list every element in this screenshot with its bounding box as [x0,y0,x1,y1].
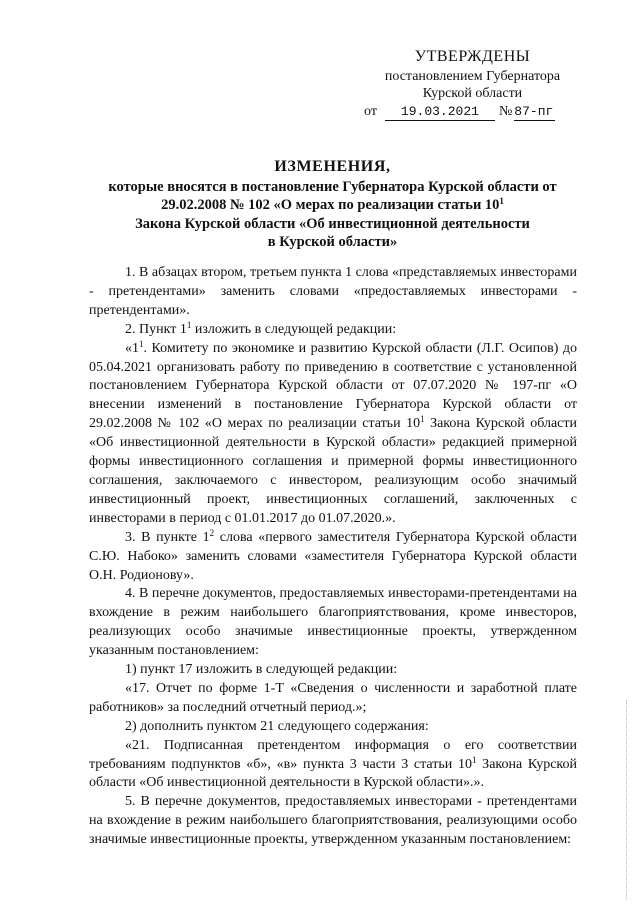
approval-line-1: постановлением Губернатора [384,69,561,84]
document-title: ИЗМЕНЕНИЯ, [274,158,391,175]
document-body [89,264,577,850]
heading-superscript: 1 [499,196,504,206]
paragraph-8: 2) дополнить пунктом 21 следующего содержания: [125,718,429,734]
approval-number: 87-пг [514,104,554,119]
paragraph-9-text-b: Закона Курской области «Об инвестиционной деятельности в Курской области».». [89,756,577,791]
paragraph-9-text-a: «21. Подписанная претендентом информация о его соответствии требованиям подпунктов «б», «в» пункта 3 части 3 статьи 10 [89,737,577,772]
heading-line-1: которые вносятся в постановление Губернатора Курской области от [108,178,557,195]
heading-line-3: Закона Курской области «Об инвестиционной деятельности [135,215,530,232]
paragraph-9-sup: 1 [471,754,477,765]
heading-line-4: в Курской области» [267,234,398,250]
paragraph-3-sup: 1 [139,338,144,349]
approval-date: 19.03.2021 [385,103,495,121]
paragraph-6: 1) пункт 17 изложить в следующей редакции: [125,662,398,678]
heading-line-2 [90,196,575,215]
number-label: № [498,104,513,119]
heading-line-2-text: 29.02.2008 № 102 «О мерах по реализации статьи 10 [161,197,500,213]
paragraph-3 [89,340,577,529]
paragraph-2-text-b: изложить в следующей редакции: [191,321,397,337]
paragraph-3-text-b: . Комитету по экономике и развитию Курской области (Л.Г. Осипов) до 05.04.2021 организовать работу по приведению в соответствие с установленной постановлением Губернатора Курской области от 07.07.2020 № 197-пг «О внесении изменений в постановление Губернатора Курской области от 29.02.2008 № 102 «О мерах по реализации статьи 10 [89,340,577,432]
from-label: от [364,104,377,119]
paragraph-2 [89,321,577,340]
paragraph-4-sup: 2 [209,527,215,538]
approval-date-line [360,103,585,121]
approval-stamp [360,48,585,121]
paragraph-4 [89,529,577,586]
paragraph-7: «17. Отчет по форме 1-Т «Сведения о численности и заработной плате работников» за последний отчетный период.»; [89,680,577,715]
paragraph-3-text-c: Закона Курской области «Об инвестиционной деятельности в Курской области» редакцией примерной формы инвестиционного соглашения и примерной формы инвестиционного соглашения, заключаемого с инвестором, реализующим особо значимый инвестиционный проект, инвестиционных соглашений, заключенных с инвесторами в период с 01.01.2017 до 01.07.2020.». [89,416,577,526]
paragraph-2-text-a: 2. Пункт 1 [125,321,187,337]
scan-edge-mark [626,700,635,900]
document-heading [90,158,575,252]
approval-line-2: Курской области [422,86,523,101]
paragraph-4-text-b: слова «первого заместителя Губернатора Курской области С.Ю. Набоко» заменить словами «заместителя Губернатора Курской области О.Н. Родионову». [89,529,577,583]
paragraph-9 [89,737,577,794]
paragraph-3-text-a: «1 [125,340,139,356]
paragraph-10: 5. В перечне документов, предоставляемых инвесторами - претендентами на вхождение в режим наибольшего благоприятствования, реализующими особо значимые инвестиционные проекты, утвержденном указанным постановлением: [89,794,577,848]
paragraph-3-sup-2: 1 [420,414,425,425]
approval-title: УТВЕРЖДЕНЫ [414,48,531,65]
paragraph-4-text-a: 3. В пункте 1 [125,529,210,545]
paragraph-2-sup: 1 [186,319,192,330]
paragraph-1: 1. В абзацах втором, третьем пункта 1 слова «представляемых инвесторами - претендентами» заменить словами «предоставляемых инвесторами - претендентами». [89,265,577,318]
paragraph-5: 4. В перечне документов, предоставляемых инвесторами-претендентами на вхождение в режим наибольшего благоприятствования, кроме инвесторов, реализующих особо значимые инвестиционные проекты, утвержденном указанным постановлением: [89,586,577,659]
